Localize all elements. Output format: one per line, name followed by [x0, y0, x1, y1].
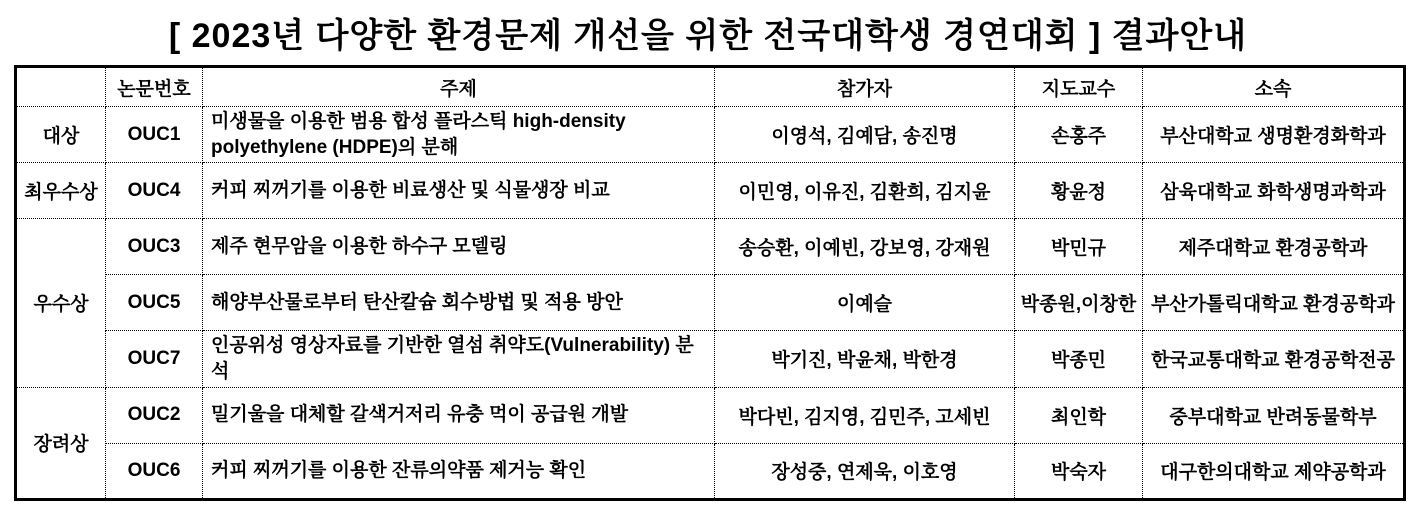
- participants-cell: 송승환, 이예빈, 강보영, 강재원: [715, 219, 1015, 275]
- header-cell-paper-no: 논문번호: [106, 67, 203, 107]
- paper-no-cell: OUC3: [106, 219, 203, 275]
- advisor-cell: 박민규: [1015, 219, 1143, 275]
- subject-cell: 커피 찌꺼기를 이용한 잔류의약품 제거능 확인: [203, 443, 715, 499]
- paper-no-cell: OUC7: [106, 331, 203, 387]
- subject-cell: 미생물을 이용한 범용 합성 플라스틱 high-density polyethylene (HDPE)의 분해: [203, 107, 715, 163]
- advisor-cell: 황윤정: [1015, 163, 1143, 219]
- advisor-cell: 최인학: [1015, 387, 1143, 443]
- header-cell-award: [16, 67, 106, 107]
- table-row: [16, 107, 1405, 163]
- participants-cell: 박기진, 박윤채, 박한경: [715, 331, 1015, 387]
- affiliation-cell: 제주대학교 환경공학과: [1143, 219, 1405, 275]
- affiliation-cell: 대구한의대학교 제약공학과: [1143, 443, 1405, 499]
- affiliation-cell: 삼육대학교 화학생명과학과: [1143, 163, 1405, 219]
- advisor-cell: 박종민: [1015, 331, 1143, 387]
- affiliation-cell: 부산가톨릭대학교 환경공학과: [1143, 275, 1405, 331]
- header-cell-affiliation: 소속: [1143, 67, 1405, 107]
- participants-cell: 이민영, 이유진, 김환희, 김지윤: [715, 163, 1015, 219]
- table-row: [16, 163, 1405, 219]
- paper-no-cell: OUC6: [106, 443, 203, 499]
- participants-cell: 이예슬: [715, 275, 1015, 331]
- paper-no-cell: OUC5: [106, 275, 203, 331]
- subject-cell: 해양부산물로부터 탄산칼슘 회수방법 및 적용 방안: [203, 275, 715, 331]
- table-row: [16, 275, 1405, 331]
- affiliation-cell: 중부대학교 반려동물학부: [1143, 387, 1405, 443]
- affiliation-cell: 한국교통대학교 환경공학전공: [1143, 331, 1405, 387]
- participants-cell: 박다빈, 김지영, 김민주, 고세빈: [715, 387, 1015, 443]
- header-cell-participants: 참가자: [715, 67, 1015, 107]
- subject-cell: 제주 현무암을 이용한 하수구 모델링: [203, 219, 715, 275]
- page-title: [ 2023년 다양한 환경문제 개선을 위한 전국대학생 경연대회 ] 결과안내: [168, 17, 1248, 55]
- award-cell-grand-prize: 대상: [16, 107, 106, 163]
- advisor-cell: 박종원,이창한: [1015, 275, 1143, 331]
- paper-no-cell: OUC4: [106, 163, 203, 219]
- award-cell-excellence: 우수상: [16, 219, 106, 387]
- subject-cell: 인공위성 영상자료를 기반한 열섬 취약도(Vulnerability) 분석: [203, 331, 715, 387]
- table-row: [16, 443, 1405, 499]
- award-cell-top-excellence: 최우수상: [16, 163, 106, 219]
- affiliation-cell: 부산대학교 생명환경화학과: [1143, 107, 1405, 163]
- subject-cell: 커피 찌꺼기를 이용한 비료생산 및 식물생장 비교: [203, 163, 715, 219]
- paper-no-cell: OUC1: [106, 107, 203, 163]
- advisor-cell: 손홍주: [1015, 107, 1143, 163]
- participants-cell: 이영석, 김예담, 송진명: [715, 107, 1015, 163]
- participants-cell: 장성중, 연제욱, 이호영: [715, 443, 1015, 499]
- award-cell-encouragement: 장려상: [16, 387, 106, 499]
- header-row: [16, 67, 1405, 107]
- paper-no-cell: OUC2: [106, 387, 203, 443]
- header-cell-subject: 주제: [203, 67, 715, 107]
- results-table: [14, 65, 1406, 501]
- advisor-cell: 박숙자: [1015, 443, 1143, 499]
- header-cell-advisor: 지도교수: [1015, 67, 1143, 107]
- table-row: [16, 219, 1405, 275]
- table-row: [16, 331, 1405, 387]
- subject-cell: 밀기울을 대체할 갈색거저리 유충 먹이 공급원 개발: [203, 387, 715, 443]
- table-row: [16, 387, 1405, 443]
